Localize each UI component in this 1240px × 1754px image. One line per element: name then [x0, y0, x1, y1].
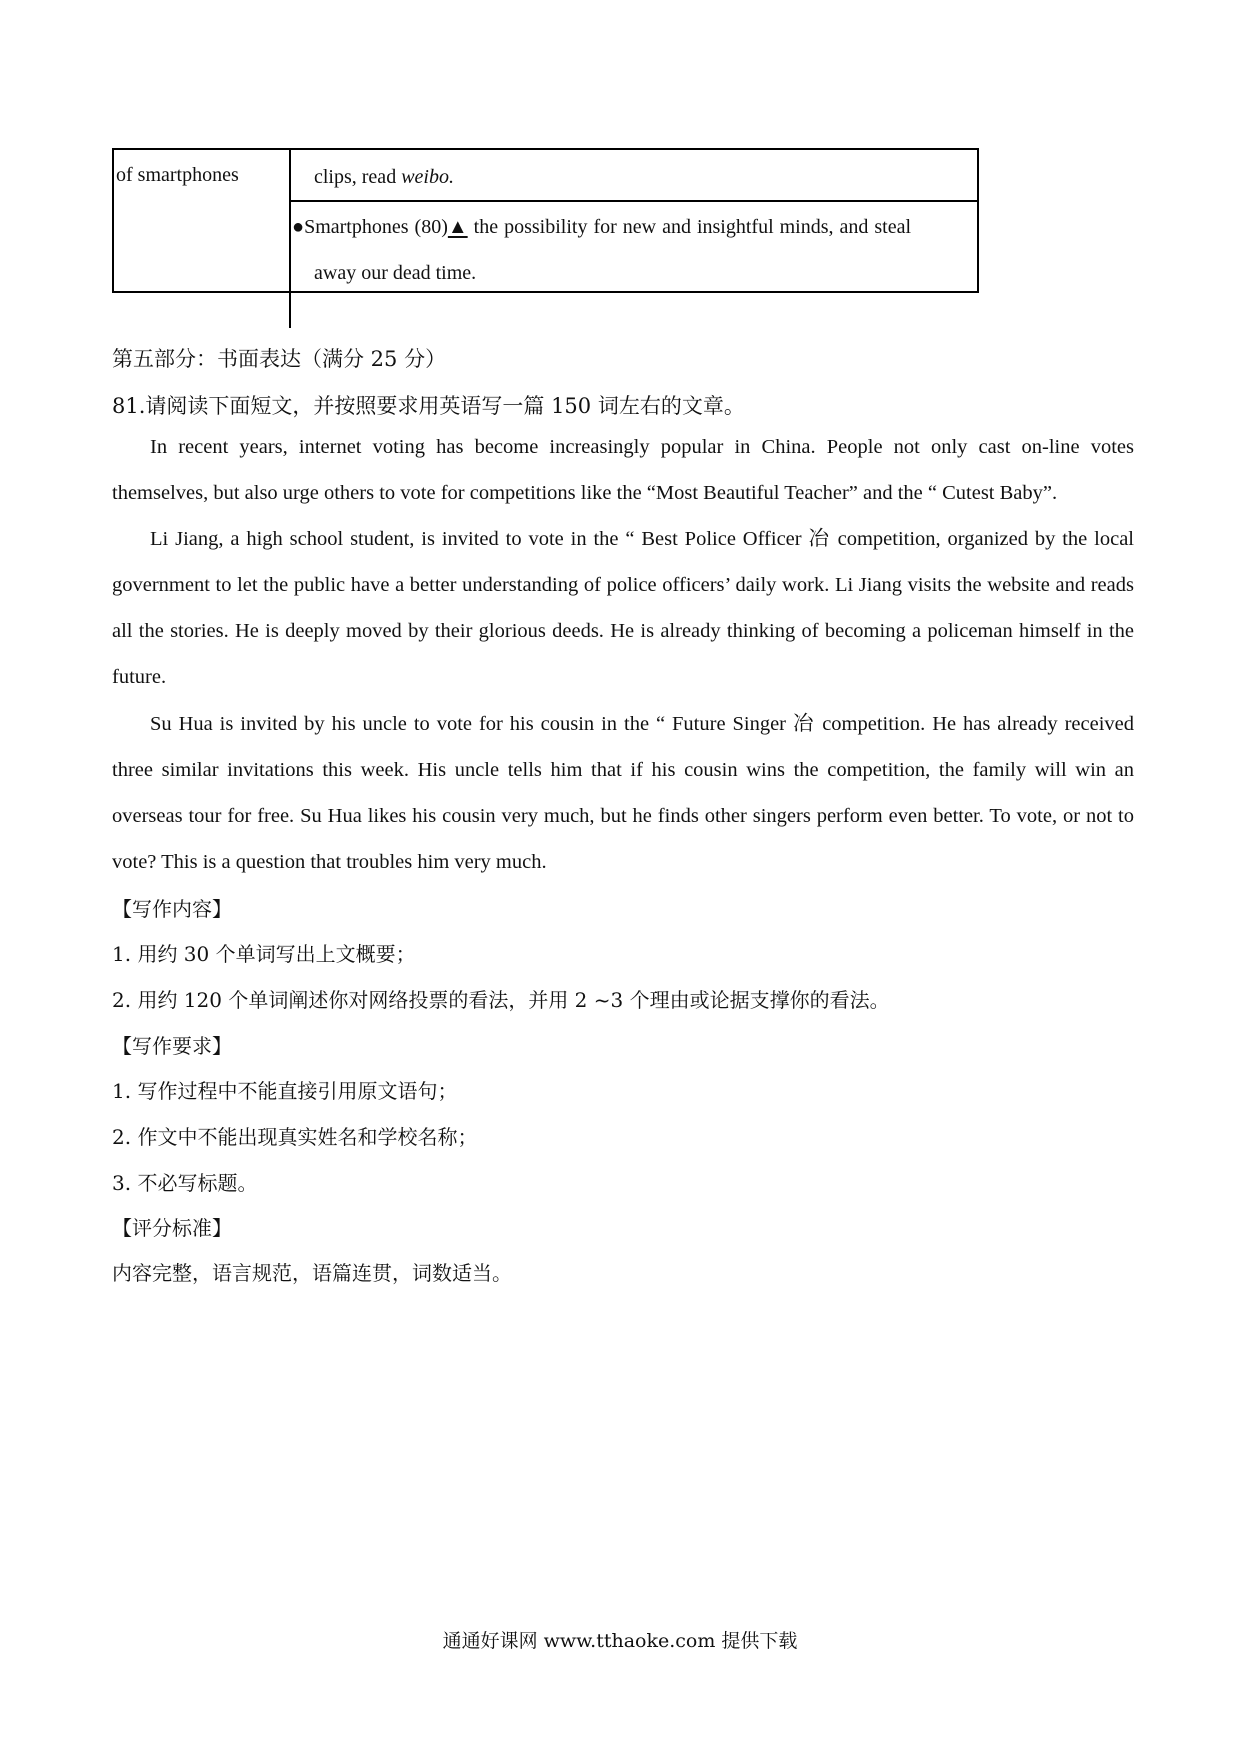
- table-row2-text-b: the possibility for new and insightful minds, and steal: [467, 216, 912, 238]
- scoring-text: 内容完整，语言规范，语篇连贯，词数适当。: [112, 1261, 512, 1285]
- page-footer: 通通好课网 www.tthaoke.com 提供下载: [442, 1630, 798, 1652]
- list-item: 1. 用约 30 个单词写出上文概要；: [112, 942, 416, 966]
- table-row1-cell: [314, 166, 454, 189]
- writing-requirements-heading: 【写作要求】: [112, 1034, 232, 1058]
- question-prompt: 81.请阅读下面短文，并按照要求用英语写一篇 150 词左右的文章。: [112, 394, 745, 418]
- table-row1-italic: weibo.: [401, 166, 454, 188]
- passage-paragraph: In recent years, internet voting has become increasingly popular in China. People not only cast on-line votes themselves, but also urge others to vote for competitions like the “Most Beautiful Teacher” and the “ Cutest Baby”.: [112, 436, 1134, 504]
- list-item: 3. 不必写标题。: [112, 1171, 258, 1195]
- table-fragment: [112, 148, 979, 293]
- passage-paragraph: Su Hua is invited by his uncle to vote for his cousin in the “ Future Singer 冶 competition. He has already received three similar invitations this week. His uncle tells him that if his cousin wins the competition, the family will win an overseas tour for free. Su Hua likes his cousin very much, but he finds other singers perform even better. To vote, or not to vote? This is a question that troubles him very much.: [112, 713, 1134, 873]
- list-item: 1. 写作过程中不能直接引用原文语句；: [112, 1079, 458, 1103]
- table-row2-text-a: Smartphones (80): [304, 216, 448, 238]
- list-item: 2. 作文中不能出现真实姓名和学校名称；: [112, 1125, 478, 1149]
- table-row2-line1: [292, 216, 911, 239]
- table-row2-line2: away our dead time.: [314, 262, 477, 284]
- blank-triangle-icon: ▲: [447, 216, 468, 238]
- bullet-icon: ●: [292, 216, 305, 238]
- table-row1-text: clips, read: [314, 166, 402, 188]
- table-column-divider: [289, 148, 291, 328]
- table-left-cell: of smartphones: [116, 164, 239, 186]
- table-row-divider: [291, 200, 977, 202]
- list-item: 2. 用约 120 个单词阐述你对网络投票的看法，并用 2 ~3 个理由或论据支撑你的看法。: [112, 988, 890, 1012]
- section-title: 第五部分：书面表达（满分 25 分）: [112, 347, 447, 371]
- scoring-heading: 【评分标准】: [112, 1216, 232, 1240]
- writing-content-heading: 【写作内容】: [112, 897, 232, 921]
- passage-paragraph: Li Jiang, a high school student, is invited to vote in the “ Best Police Officer 冶 competition, organized by the local government to let the public have a better understanding of police officers’ daily work. Li Jiang visits the website and reads all the stories. He is deeply moved by their glorious deeds. He is already thinking of becoming a policeman himself in the future.: [112, 528, 1134, 688]
